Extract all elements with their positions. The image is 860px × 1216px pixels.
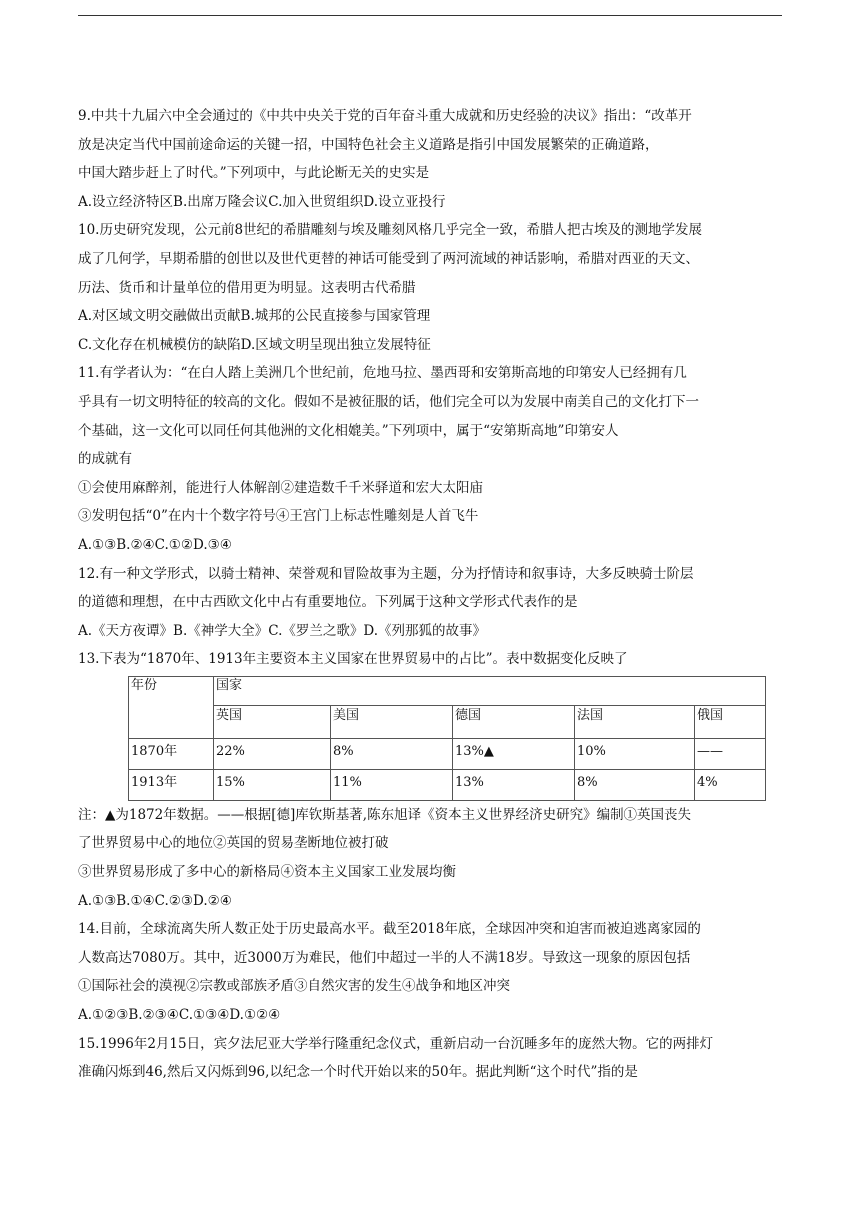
question-11-statements: ③发明包括“0”在内十个数字符号④王宫门上标志性雕刻是人首飞牛 bbox=[78, 508, 479, 525]
table-header-country: 国家 bbox=[214, 676, 766, 705]
table-country-cell: 美国 bbox=[331, 705, 453, 738]
question-14-statements: ①国际社会的漠视②宗教或部族矛盾③自然灾害的发生④战争和地区冲突 bbox=[78, 978, 510, 995]
question-10 bbox=[78, 216, 782, 359]
question-9 bbox=[78, 102, 782, 216]
question-13-options: A.①③B.①④C.②③D.②④ bbox=[78, 892, 232, 909]
question-9-line: 中国大踏步赶上了时代。”下列项中，与此论断无关的史实是 bbox=[78, 165, 430, 182]
table-row bbox=[129, 738, 766, 769]
table-value-cell: 4% bbox=[695, 769, 766, 800]
question-11-statements: ①会使用麻醉剂，能进行人体解剖②建造数千千米驿道和宏大太阳庙 bbox=[78, 479, 483, 496]
table-value-cell: 13%▲ bbox=[453, 738, 575, 769]
question-13-statements: ③世界贸易形成了多中心的新格局④资本主义国家工业发展均衡 bbox=[78, 864, 456, 881]
table-value-cell: —— bbox=[695, 738, 766, 769]
question-14-line: 人数高达7080万。其中，近3000万为难民，他们中超过一半的人不满18岁。导致这一现象的原因包括 bbox=[78, 949, 691, 966]
table-row bbox=[129, 769, 766, 800]
question-15-line: 15.1996年2月15日，宾夕法尼亚大学举行隆重纪念仪式，重新启动一台沉睡多年的庞然大物。它的两排灯 bbox=[78, 1035, 714, 1052]
question-13-stem: 13.下表为“1870年、1913年主要资本主义国家在世界贸易中的占比”。表中数据变化反映了 bbox=[78, 651, 628, 668]
question-12-line: 12.有一种文学形式，以骑士精神、荣誉观和冒险故事为主题，分为抒情诗和叙事诗，大多反映骑士阶层 bbox=[78, 565, 694, 582]
question-11-line: 个基础，这一文化可以同任何其他洲的文化相媲美。”下列项中，属于“安第斯高地”印第安人 bbox=[78, 422, 619, 439]
table-header-year: 年份 bbox=[129, 676, 214, 738]
table-value-cell: 11% bbox=[331, 769, 453, 800]
question-11 bbox=[78, 359, 782, 559]
question-14-line: 14.目前，全球流离失所人数正处于历史最高水平。截至2018年底，全球因冲突和迫害而被迫逃离家园的 bbox=[78, 921, 701, 938]
question-14 bbox=[78, 915, 782, 1029]
question-12-line: 的道德和理想，在中古西欧文化中占有重要地位。下列属于这种文学形式代表作的是 bbox=[78, 594, 578, 611]
question-9-line: 9.中共十九届六中全会通过的《中共中央关于党的百年奋斗重大成就和历史经验的决议》指出：“改革开 bbox=[78, 108, 692, 124]
question-10-line: 10.历史研究发现，公元前8世纪的希腊雕刻与埃及雕刻风格几乎完全一致，希腊人把古埃及的测地学发展 bbox=[78, 222, 703, 239]
question-11-options: A.①③B.②④C.①②D.③④ bbox=[78, 536, 232, 553]
question-15 bbox=[78, 1030, 782, 1087]
question-12-options: A.《天方夜谭》B.《神学大全》C.《罗兰之歌》D.《列那狐的故事》 bbox=[78, 622, 487, 639]
table-value-cell: 8% bbox=[575, 769, 695, 800]
table-year-cell: 1870年 bbox=[129, 738, 214, 769]
question-13-statements: 了世界贸易中心的地位②英国的贸易垄断地位被打破 bbox=[78, 835, 389, 852]
table-value-cell: 13% bbox=[453, 769, 575, 800]
question-11-line: 11.有学者认为：“在白人踏上美洲几个世纪前，危地马拉、墨西哥和安第斯高地的印第安人已经拥有几 bbox=[78, 365, 687, 382]
table-country-cell: 俄国 bbox=[695, 705, 766, 738]
question-12 bbox=[78, 560, 782, 646]
table-value-cell: 8% bbox=[331, 738, 453, 769]
question-13-note: 注：▲为1872年数据。——根据[德]库钦斯基著,陈东旭译《资本主义世界经济史研究》编制①英国丧失 bbox=[78, 806, 692, 823]
header-rule bbox=[78, 15, 782, 16]
table-country-cell: 英国 bbox=[214, 705, 331, 738]
question-9-line: 放是决定当代中国前途命运的关键一招，中国特色社会主义道路是指引中国发展繁荣的正确道路， bbox=[78, 136, 659, 153]
question-10-options: C.文化存在机械模仿的缺陷D.区域文明呈现出独立发展特征 bbox=[78, 336, 431, 353]
table-year-cell: 1913年 bbox=[129, 769, 214, 800]
table-value-cell: 10% bbox=[575, 738, 695, 769]
table-value-cell: 22% bbox=[214, 738, 331, 769]
question-11-line: 的成就有 bbox=[78, 451, 132, 468]
question-10-options: A.对区域文明交融做出贡献B.城邦的公民直接参与国家管理 bbox=[78, 308, 431, 325]
question-11-line: 乎具有一切文明特征的较高的文化。假如不是被征服的话，他们完全可以为发展中南美自己的文化打下一 bbox=[78, 393, 699, 410]
question-15-line: 准确闪烁到46,然后又闪烁到96,以纪念一个时代开始以来的50年。据此判断“这个时代”指的是 bbox=[78, 1064, 638, 1081]
question-9-options: A.设立经济特区B.出席万隆会议C.加入世贸组织D.设立亚投行 bbox=[78, 193, 446, 210]
trade-share-table bbox=[128, 676, 766, 801]
table-country-cell: 法国 bbox=[575, 705, 695, 738]
question-10-line: 成了几何学，早期希腊的创世以及世代更替的神话可能受到了两河流域的神话影响，希腊对西亚的天文、 bbox=[78, 250, 699, 267]
question-sheet bbox=[78, 102, 782, 1087]
question-14-options: A.①②③B.②③④C.①③④D.①②④ bbox=[78, 1007, 281, 1024]
table-value-cell: 15% bbox=[214, 769, 331, 800]
question-13 bbox=[78, 645, 782, 915]
question-10-line: 历法、货币和计量单位的借用更为明显。这表明古代希腊 bbox=[78, 279, 416, 296]
table-country-cell: 德国 bbox=[453, 705, 575, 738]
